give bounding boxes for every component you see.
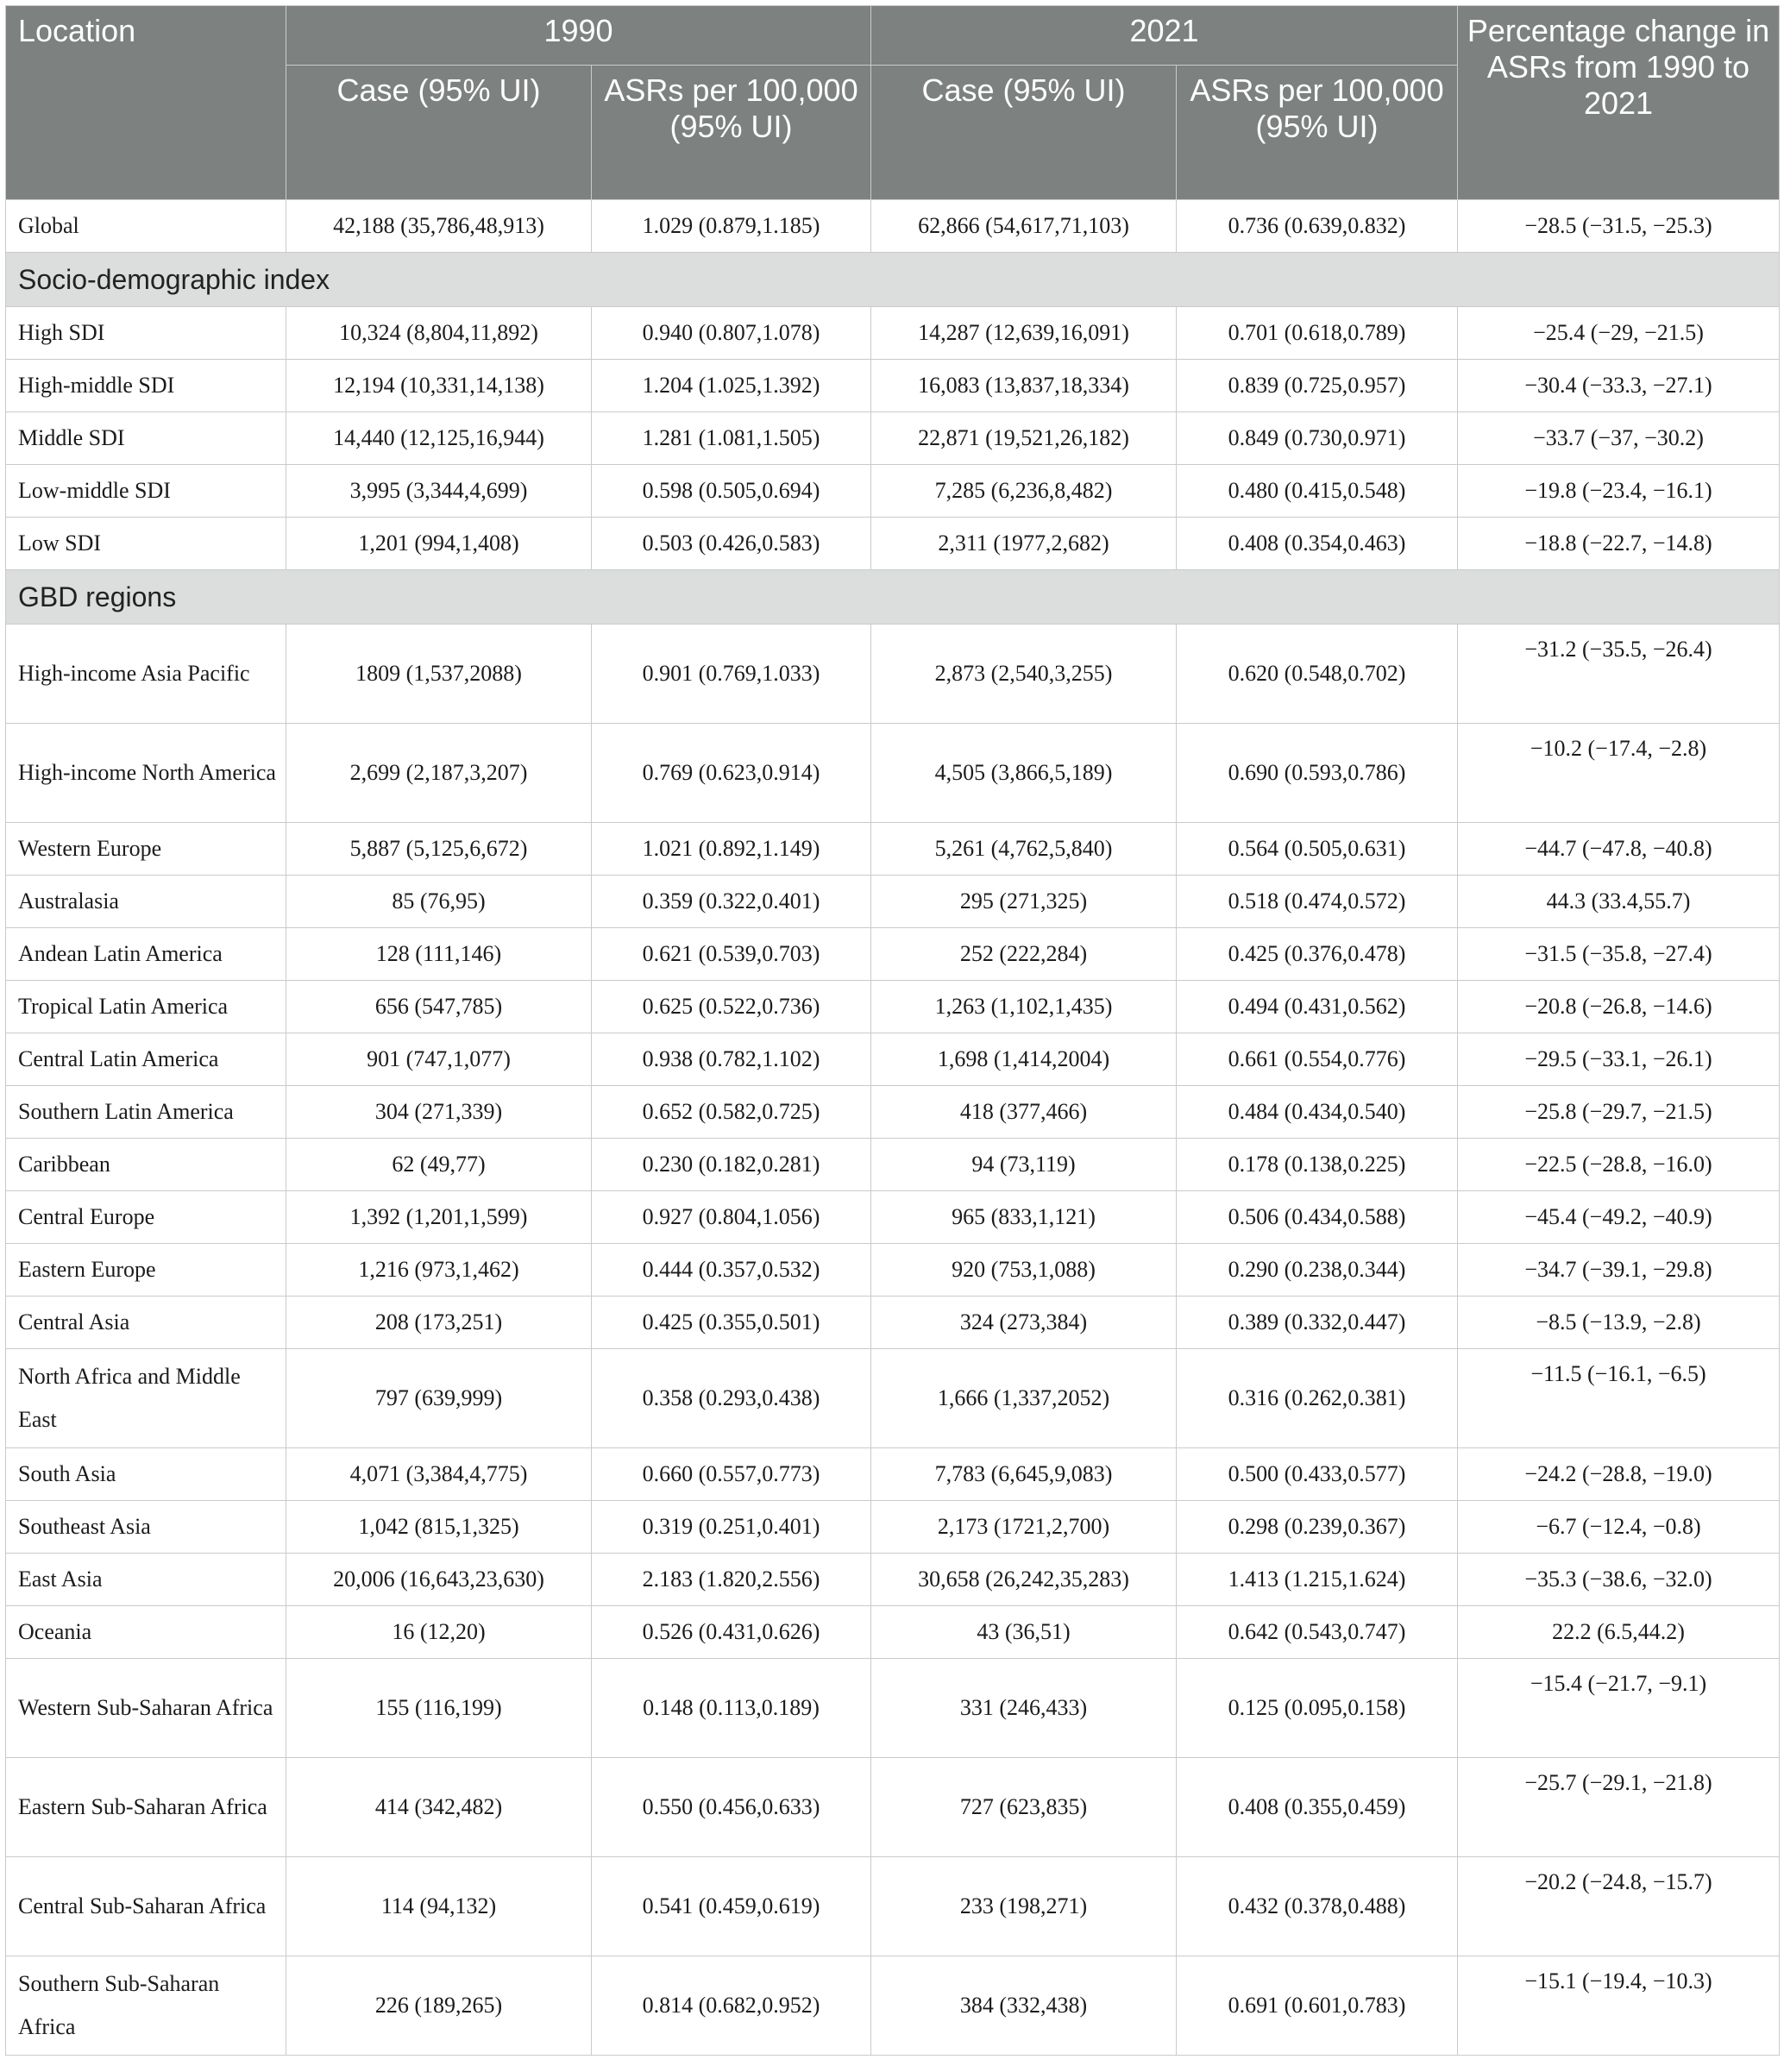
asr-1990-cell: 0.359 (0.322,0.401) bbox=[592, 876, 871, 928]
case-2021-cell: 920 (753,1,088) bbox=[871, 1244, 1177, 1297]
location-cell: Low SDI bbox=[6, 518, 286, 570]
case-1990-header: Case (95% UI) bbox=[286, 66, 592, 200]
table-row bbox=[6, 1758, 1780, 1857]
case-2021-cell: 252 (222,284) bbox=[871, 928, 1177, 981]
case-1990-cell: 14,440 (12,125,16,944) bbox=[286, 412, 592, 465]
case-2021-cell: 62,866 (54,617,71,103) bbox=[871, 200, 1177, 253]
section-row-sdi bbox=[6, 253, 1780, 307]
asr-1990-cell: 0.526 (0.431,0.626) bbox=[592, 1606, 871, 1659]
asr-1990-cell: 0.927 (0.804,1.056) bbox=[592, 1191, 871, 1244]
case-1990-cell: 1,201 (994,1,408) bbox=[286, 518, 592, 570]
table-row bbox=[6, 823, 1780, 876]
asr-2021-cell: 0.425 (0.376,0.478) bbox=[1177, 928, 1458, 981]
percentage-change-cell: −6.7 (−12.4, −0.8) bbox=[1458, 1501, 1780, 1554]
case-1990-cell: 10,324 (8,804,11,892) bbox=[286, 307, 592, 360]
case-2021-cell: 4,505 (3,866,5,189) bbox=[871, 724, 1177, 823]
table-row bbox=[6, 307, 1780, 360]
table-row bbox=[6, 1349, 1780, 1448]
case-2021-cell: 30,658 (26,242,35,283) bbox=[871, 1554, 1177, 1606]
asr-1990-cell: 1.281 (1.081,1.505) bbox=[592, 412, 871, 465]
percentage-change-cell: −20.8 (−26.8, −14.6) bbox=[1458, 981, 1780, 1033]
asr-2021-cell: 0.290 (0.238,0.344) bbox=[1177, 1244, 1458, 1297]
location-cell: High-income Asia Pacific bbox=[6, 625, 286, 724]
asr-1990-cell: 2.183 (1.820,2.556) bbox=[592, 1554, 871, 1606]
asr-1990-cell: 0.938 (0.782,1.102) bbox=[592, 1033, 871, 1086]
asr-1990-cell: 0.621 (0.539,0.703) bbox=[592, 928, 871, 981]
location-cell: Southern Sub-Saharan Africa bbox=[6, 1956, 286, 2056]
case-1990-cell: 208 (173,251) bbox=[286, 1297, 592, 1349]
case-1990-cell: 85 (76,95) bbox=[286, 876, 592, 928]
percentage-change-cell: −29.5 (−33.1, −26.1) bbox=[1458, 1033, 1780, 1086]
asr-1990-cell: 0.625 (0.522,0.736) bbox=[592, 981, 871, 1033]
asr-2021-cell: 1.413 (1.215,1.624) bbox=[1177, 1554, 1458, 1606]
asr-2021-cell: 0.701 (0.618,0.789) bbox=[1177, 307, 1458, 360]
asr-1990-cell: 0.660 (0.557,0.773) bbox=[592, 1448, 871, 1501]
table-row bbox=[6, 876, 1780, 928]
asr-1990-cell: 0.230 (0.182,0.281) bbox=[592, 1139, 871, 1191]
percentage-change-cell: −19.8 (−23.4, −16.1) bbox=[1458, 465, 1780, 518]
asr-2021-cell: 0.506 (0.434,0.588) bbox=[1177, 1191, 1458, 1244]
case-1990-cell: 12,194 (10,331,14,138) bbox=[286, 360, 592, 412]
data-table bbox=[5, 5, 1780, 2056]
table-row bbox=[6, 1501, 1780, 1554]
percentage-change-cell: −22.5 (−28.8, −16.0) bbox=[1458, 1139, 1780, 1191]
case-1990-cell: 226 (189,265) bbox=[286, 1956, 592, 2056]
table-row bbox=[6, 1659, 1780, 1758]
location-cell: Low-middle SDI bbox=[6, 465, 286, 518]
case-2021-cell: 331 (246,433) bbox=[871, 1659, 1177, 1758]
location-cell: Western Sub-Saharan Africa bbox=[6, 1659, 286, 1758]
location-cell: Global bbox=[6, 200, 286, 253]
asr-1990-cell: 1.029 (0.879,1.185) bbox=[592, 200, 871, 253]
percentage-change-cell: −31.5 (−35.8, −27.4) bbox=[1458, 928, 1780, 981]
percentage-change-header: Percentage change in ASRs from 1990 to 2021 bbox=[1458, 6, 1780, 200]
table-row-global bbox=[6, 200, 1780, 253]
location-cell: Central Europe bbox=[6, 1191, 286, 1244]
location-cell: Eastern Sub-Saharan Africa bbox=[6, 1758, 286, 1857]
asr-1990-cell: 0.358 (0.293,0.438) bbox=[592, 1349, 871, 1448]
case-2021-cell: 384 (332,438) bbox=[871, 1956, 1177, 2056]
table-row bbox=[6, 625, 1780, 724]
table-row bbox=[6, 1956, 1780, 2056]
case-1990-cell: 1,392 (1,201,1,599) bbox=[286, 1191, 592, 1244]
location-cell: Western Europe bbox=[6, 823, 286, 876]
location-cell: Central Asia bbox=[6, 1297, 286, 1349]
case-2021-cell: 233 (198,271) bbox=[871, 1857, 1177, 1956]
case-2021-cell: 22,871 (19,521,26,182) bbox=[871, 412, 1177, 465]
section-title: Socio-demographic index bbox=[6, 253, 1780, 307]
table-row bbox=[6, 1857, 1780, 1956]
location-cell: High-middle SDI bbox=[6, 360, 286, 412]
percentage-change-cell: −35.3 (−38.6, −32.0) bbox=[1458, 1554, 1780, 1606]
asr-2021-cell: 0.125 (0.095,0.158) bbox=[1177, 1659, 1458, 1758]
percentage-change-cell: −31.2 (−35.5, −26.4) bbox=[1458, 625, 1780, 724]
case-1990-cell: 1,042 (815,1,325) bbox=[286, 1501, 592, 1554]
year-1990-header: 1990 bbox=[286, 6, 871, 66]
section-title: GBD regions bbox=[6, 570, 1780, 625]
asr-2021-cell: 0.408 (0.354,0.463) bbox=[1177, 518, 1458, 570]
case-2021-cell: 1,698 (1,414,2004) bbox=[871, 1033, 1177, 1086]
case-2021-cell: 324 (273,384) bbox=[871, 1297, 1177, 1349]
case-1990-cell: 62 (49,77) bbox=[286, 1139, 592, 1191]
case-2021-cell: 727 (623,835) bbox=[871, 1758, 1177, 1857]
case-1990-cell: 656 (547,785) bbox=[286, 981, 592, 1033]
case-1990-cell: 304 (271,339) bbox=[286, 1086, 592, 1139]
table-row bbox=[6, 1086, 1780, 1139]
case-2021-cell: 14,287 (12,639,16,091) bbox=[871, 307, 1177, 360]
asr-1990-cell: 0.550 (0.456,0.633) bbox=[592, 1758, 871, 1857]
case-1990-cell: 155 (116,199) bbox=[286, 1659, 592, 1758]
case-1990-cell: 901 (747,1,077) bbox=[286, 1033, 592, 1086]
asr-2021-cell: 0.389 (0.332,0.447) bbox=[1177, 1297, 1458, 1349]
percentage-change-cell: −45.4 (−49.2, −40.9) bbox=[1458, 1191, 1780, 1244]
location-cell: East Asia bbox=[6, 1554, 286, 1606]
asr-2021-cell: 0.480 (0.415,0.548) bbox=[1177, 465, 1458, 518]
table-row bbox=[6, 1448, 1780, 1501]
location-cell: Central Sub-Saharan Africa bbox=[6, 1857, 286, 1956]
asr-2021-cell: 0.494 (0.431,0.562) bbox=[1177, 981, 1458, 1033]
location-cell: High SDI bbox=[6, 307, 286, 360]
table-row bbox=[6, 1191, 1780, 1244]
asr-1990-cell: 0.814 (0.682,0.952) bbox=[592, 1956, 871, 2056]
asr-1990-cell: 0.598 (0.505,0.694) bbox=[592, 465, 871, 518]
location-cell: Australasia bbox=[6, 876, 286, 928]
percentage-change-cell: −25.8 (−29.7, −21.5) bbox=[1458, 1086, 1780, 1139]
table-row bbox=[6, 1244, 1780, 1297]
asr-2021-cell: 0.839 (0.725,0.957) bbox=[1177, 360, 1458, 412]
asr-2021-cell: 0.736 (0.639,0.832) bbox=[1177, 200, 1458, 253]
case-2021-cell: 418 (377,466) bbox=[871, 1086, 1177, 1139]
table-row bbox=[6, 412, 1780, 465]
asr-1990-cell: 0.541 (0.459,0.619) bbox=[592, 1857, 871, 1956]
asr-2021-cell: 0.690 (0.593,0.786) bbox=[1177, 724, 1458, 823]
percentage-change-cell: −25.4 (−29, −21.5) bbox=[1458, 307, 1780, 360]
table-row bbox=[6, 724, 1780, 823]
asr-1990-cell: 0.940 (0.807,1.078) bbox=[592, 307, 871, 360]
asr-1990-cell: 0.503 (0.426,0.583) bbox=[592, 518, 871, 570]
percentage-change-cell: −34.7 (−39.1, −29.8) bbox=[1458, 1244, 1780, 1297]
asr-1990-cell: 0.901 (0.769,1.033) bbox=[592, 625, 871, 724]
year-2021-header: 2021 bbox=[871, 6, 1458, 66]
table-header bbox=[6, 6, 1780, 200]
case-2021-cell: 965 (833,1,121) bbox=[871, 1191, 1177, 1244]
case-2021-cell: 7,285 (6,236,8,482) bbox=[871, 465, 1177, 518]
case-1990-cell: 2,699 (2,187,3,207) bbox=[286, 724, 592, 823]
percentage-change-cell: −11.5 (−16.1, −6.5) bbox=[1458, 1349, 1780, 1448]
percentage-change-cell: −15.1 (−19.4, −10.3) bbox=[1458, 1956, 1780, 2056]
asr-2021-cell: 0.298 (0.239,0.367) bbox=[1177, 1501, 1458, 1554]
percentage-change-cell: −44.7 (−47.8, −40.8) bbox=[1458, 823, 1780, 876]
percentage-change-cell: −18.8 (−22.7, −14.8) bbox=[1458, 518, 1780, 570]
table-row bbox=[6, 981, 1780, 1033]
location-cell: Tropical Latin America bbox=[6, 981, 286, 1033]
percentage-change-cell: −8.5 (−13.9, −2.8) bbox=[1458, 1297, 1780, 1349]
table-row bbox=[6, 1606, 1780, 1659]
asr-2021-cell: 0.316 (0.262,0.381) bbox=[1177, 1349, 1458, 1448]
location-cell: North Africa and Middle East bbox=[6, 1349, 286, 1448]
asr-1990-cell: 0.444 (0.357,0.532) bbox=[592, 1244, 871, 1297]
case-1990-cell: 20,006 (16,643,23,630) bbox=[286, 1554, 592, 1606]
case-1990-cell: 128 (111,146) bbox=[286, 928, 592, 981]
location-cell: South Asia bbox=[6, 1448, 286, 1501]
asr-2021-cell: 0.564 (0.505,0.631) bbox=[1177, 823, 1458, 876]
case-2021-header: Case (95% UI) bbox=[871, 66, 1177, 200]
case-1990-cell: 414 (342,482) bbox=[286, 1758, 592, 1857]
case-2021-cell: 43 (36,51) bbox=[871, 1606, 1177, 1659]
asr-2021-cell: 0.620 (0.548,0.702) bbox=[1177, 625, 1458, 724]
percentage-change-cell: −20.2 (−24.8, −15.7) bbox=[1458, 1857, 1780, 1956]
case-2021-cell: 2,311 (1977,2,682) bbox=[871, 518, 1177, 570]
location-cell: Oceania bbox=[6, 1606, 286, 1659]
case-2021-cell: 2,173 (1721,2,700) bbox=[871, 1501, 1177, 1554]
table-row bbox=[6, 1297, 1780, 1349]
case-1990-cell: 797 (639,999) bbox=[286, 1349, 592, 1448]
case-2021-cell: 16,083 (13,837,18,334) bbox=[871, 360, 1177, 412]
asr-2021-cell: 0.408 (0.355,0.459) bbox=[1177, 1758, 1458, 1857]
asr-2021-cell: 0.178 (0.138,0.225) bbox=[1177, 1139, 1458, 1191]
table-body bbox=[6, 200, 1780, 2056]
asr-2021-cell: 0.661 (0.554,0.776) bbox=[1177, 1033, 1458, 1086]
asr-2021-cell: 0.484 (0.434,0.540) bbox=[1177, 1086, 1458, 1139]
location-cell: Southeast Asia bbox=[6, 1501, 286, 1554]
section-row-gbd bbox=[6, 570, 1780, 625]
location-header: Location bbox=[6, 6, 286, 200]
asr-2021-header: ASRs per 100,000 (95% UI) bbox=[1177, 66, 1458, 200]
percentage-change-cell: −15.4 (−21.7, −9.1) bbox=[1458, 1659, 1780, 1758]
percentage-change-cell: −25.7 (−29.1, −21.8) bbox=[1458, 1758, 1780, 1857]
case-1990-cell: 1809 (1,537,2088) bbox=[286, 625, 592, 724]
asr-1990-cell: 1.021 (0.892,1.149) bbox=[592, 823, 871, 876]
case-1990-cell: 42,188 (35,786,48,913) bbox=[286, 200, 592, 253]
case-2021-cell: 2,873 (2,540,3,255) bbox=[871, 625, 1177, 724]
table-row bbox=[6, 1139, 1780, 1191]
case-1990-cell: 5,887 (5,125,6,672) bbox=[286, 823, 592, 876]
location-cell: Central Latin America bbox=[6, 1033, 286, 1086]
table-row bbox=[6, 360, 1780, 412]
percentage-change-cell: 44.3 (33.4,55.7) bbox=[1458, 876, 1780, 928]
asr-2021-cell: 0.849 (0.730,0.971) bbox=[1177, 412, 1458, 465]
location-cell: Andean Latin America bbox=[6, 928, 286, 981]
table-row bbox=[6, 1554, 1780, 1606]
table-row bbox=[6, 1033, 1780, 1086]
table-row bbox=[6, 518, 1780, 570]
percentage-change-cell: −24.2 (−28.8, −19.0) bbox=[1458, 1448, 1780, 1501]
case-1990-cell: 16 (12,20) bbox=[286, 1606, 592, 1659]
percentage-change-cell: −28.5 (−31.5, −25.3) bbox=[1458, 200, 1780, 253]
asr-2021-cell: 0.500 (0.433,0.577) bbox=[1177, 1448, 1458, 1501]
case-2021-cell: 1,263 (1,102,1,435) bbox=[871, 981, 1177, 1033]
case-1990-cell: 4,071 (3,384,4,775) bbox=[286, 1448, 592, 1501]
location-cell: Caribbean bbox=[6, 1139, 286, 1191]
asr-2021-cell: 0.691 (0.601,0.783) bbox=[1177, 1956, 1458, 2056]
case-2021-cell: 1,666 (1,337,2052) bbox=[871, 1349, 1177, 1448]
case-2021-cell: 94 (73,119) bbox=[871, 1139, 1177, 1191]
asr-1990-cell: 0.769 (0.623,0.914) bbox=[592, 724, 871, 823]
location-cell: Eastern Europe bbox=[6, 1244, 286, 1297]
case-2021-cell: 7,783 (6,645,9,083) bbox=[871, 1448, 1177, 1501]
case-2021-cell: 295 (271,325) bbox=[871, 876, 1177, 928]
percentage-change-cell: −10.2 (−17.4, −2.8) bbox=[1458, 724, 1780, 823]
table-row bbox=[6, 928, 1780, 981]
case-1990-cell: 1,216 (973,1,462) bbox=[286, 1244, 592, 1297]
asr-2021-cell: 0.432 (0.378,0.488) bbox=[1177, 1857, 1458, 1956]
asr-1990-cell: 0.652 (0.582,0.725) bbox=[592, 1086, 871, 1139]
asr-1990-header: ASRs per 100,000 (95% UI) bbox=[592, 66, 871, 200]
location-cell: Middle SDI bbox=[6, 412, 286, 465]
case-1990-cell: 114 (94,132) bbox=[286, 1857, 592, 1956]
table-row bbox=[6, 465, 1780, 518]
case-1990-cell: 3,995 (3,344,4,699) bbox=[286, 465, 592, 518]
case-2021-cell: 5,261 (4,762,5,840) bbox=[871, 823, 1177, 876]
asr-2021-cell: 0.642 (0.543,0.747) bbox=[1177, 1606, 1458, 1659]
asr-1990-cell: 0.148 (0.113,0.189) bbox=[592, 1659, 871, 1758]
asr-1990-cell: 1.204 (1.025,1.392) bbox=[592, 360, 871, 412]
percentage-change-cell: −30.4 (−33.3, −27.1) bbox=[1458, 360, 1780, 412]
location-cell: High-income North America bbox=[6, 724, 286, 823]
asr-2021-cell: 0.518 (0.474,0.572) bbox=[1177, 876, 1458, 928]
percentage-change-cell: −33.7 (−37, −30.2) bbox=[1458, 412, 1780, 465]
asr-1990-cell: 0.425 (0.355,0.501) bbox=[592, 1297, 871, 1349]
asr-1990-cell: 0.319 (0.251,0.401) bbox=[592, 1501, 871, 1554]
location-cell: Southern Latin America bbox=[6, 1086, 286, 1139]
percentage-change-cell: 22.2 (6.5,44.2) bbox=[1458, 1606, 1780, 1659]
